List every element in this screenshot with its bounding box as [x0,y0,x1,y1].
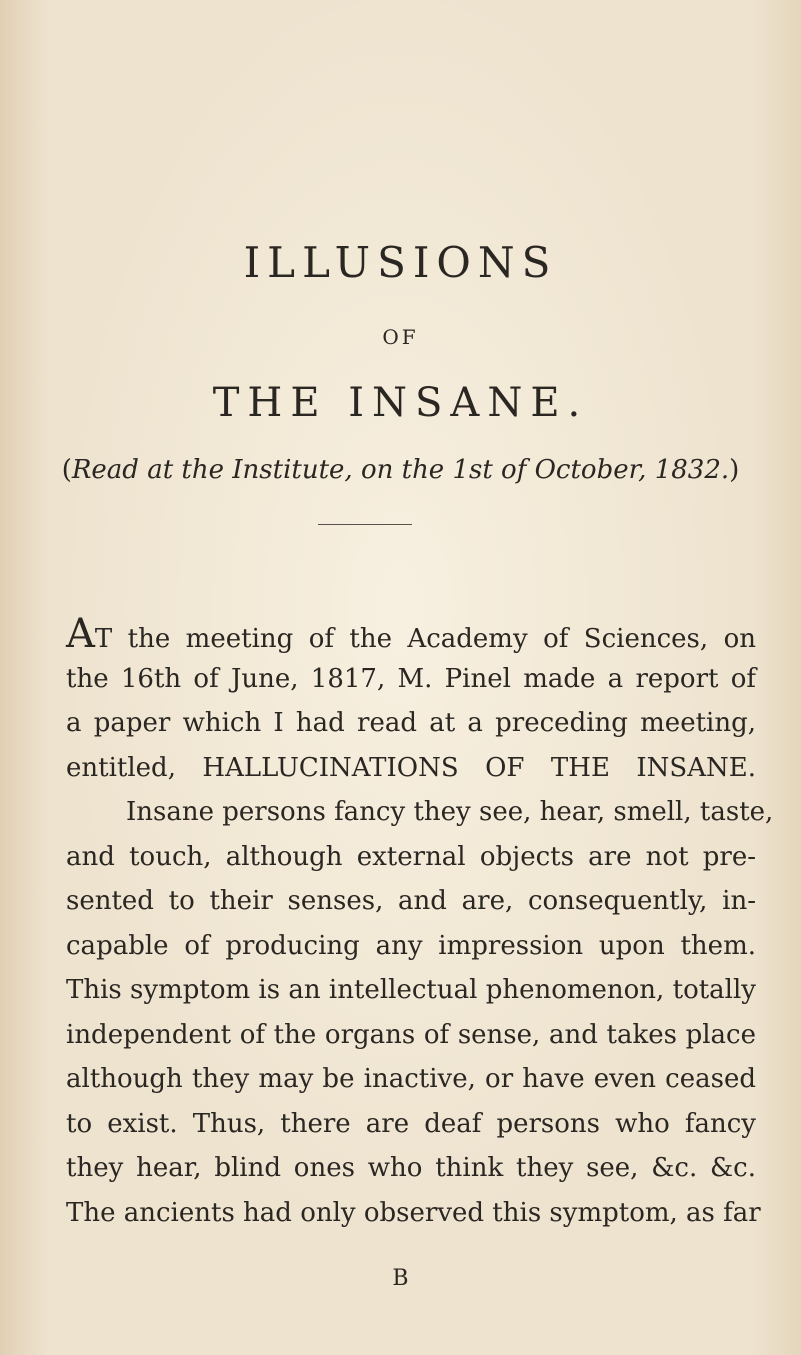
body-line-9: independent of the organs of sense, and takes place [66,1019,756,1050]
title-illusions: ILLUSIONS [243,238,558,287]
body-line-1: the 16th of June, 1817, M. Pinel made a report of [66,663,756,694]
body-paragraph [66,611,774,1235]
body-line-5: and touch, although external objects are not pre- [66,841,756,872]
subtitle-close-paren: ) [729,455,740,485]
title-the-insane: THE INSANE. [212,380,589,426]
body-line-11: to exist. Thus, there are deaf persons who fancy [66,1108,756,1139]
subtitle-text: Read at the Institute, on the 1st of October, 1832. [71,455,730,485]
body-line-0 [66,612,756,657]
subtitle-open-paren: ( [61,455,72,485]
body-line-7: capable of producing any impression upon them. [66,930,756,961]
body-line-8: This symptom is an intellectual phenomenon, totally [66,975,756,1005]
title-of: OF [382,325,419,349]
body-line-3: entitled, HALLUCINATIONS OF THE INSANE. [66,752,756,783]
body-line-12: they hear, blind ones who think they see, &c. &c. [66,1153,756,1183]
body-line-text: the meeting of the Academy of Sciences, on [127,624,756,654]
section-divider [318,524,412,525]
body-line-2: a paper which I had read at a preceding meeting, [66,708,756,738]
body-line-13: The ancients had only observed this symptom, as far [66,1197,761,1228]
signature-mark: B [392,1266,409,1291]
body-line-10: although they may be inactive, or have even ceased [66,1064,756,1094]
body-line-4: Insane persons fancy they see, hear, smell, taste, [126,797,774,827]
body-line-6: sented to their senses, and are, consequently, in- [66,886,756,916]
subtitle [0,455,801,485]
drop-cap: A [66,611,95,657]
drop-cap-rest: T [94,624,113,654]
